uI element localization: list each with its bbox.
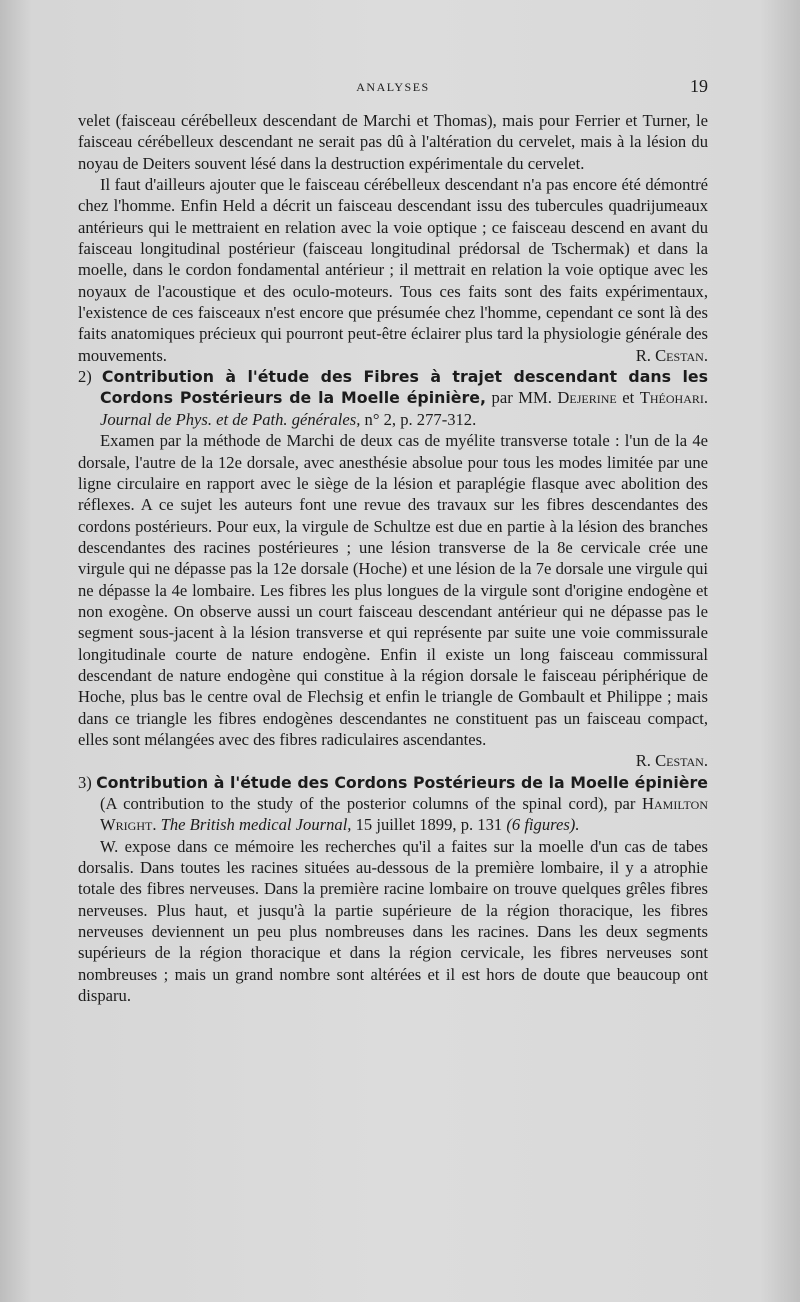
article-title: Contribution à l'étude des Fibres à trajet descendant dans les Cordons Postérieurs de la Moelle épinière,	[100, 367, 708, 408]
article-number: 2)	[78, 367, 92, 387]
journal-name: The British medical Journal,	[160, 815, 352, 835]
paragraph: W. expose dans ce mémoire les recherches qu'il a faites sur la moelle d'un cas de tabes dorsalis. Dans toutes les racines situées au-dessous de la première lombaire, il y a atrophie totale des fibres nerveuses. Dans la première racine lombaire on trouve quelques grêles fibres nerveuses. Plus haut, et jusqu'à la partie supérieure de la région thoracique, les fibres nerveuses deviennent un peu plus nombreuses dans les racines. Dans les deux segments supérieurs de la région thoracique et dans la région cervicale, les fibres nerveuses sont nombreuses ; mais un grand nombre sont altérées et il est hors de doute que beaucoup ont disparu.	[78, 836, 708, 1006]
author: Théohari.	[639, 388, 709, 408]
paragraph: Il faut d'ailleurs ajouter que le faisceau cérébelleux descendant n'a pas encore été démontré chez l'homme. Enfin Held a décrit un faisceau descendant issu des tubercules quadrijumeaux antérieurs qui le mettraient en relation avec la voie optique ; ce faisceau descend en avant du faisceau longitudinal postérieur (faisceau longitudinal prédorsal de Tschermak) et dans la moelle, dans le cordon fondamental antérieur ; il mettrait en relation la voie optique avec les noyaux de l'acoustique et des oculo-moteurs. Tous ces faits sont des faits expérimentaux, l'existence de ces faisceaux n'est encore que présumée chez l'homme, cependant ce sont là des faits anatomiques précieux qui pourront peut-être éclairer plus tard la physiologie générale des mouvements.	[78, 175, 708, 365]
author: Dejerine	[557, 388, 617, 408]
journal-reference: 15 juillet 1899, p. 131	[355, 815, 503, 835]
article-number: 3)	[78, 772, 92, 792]
paragraph-continued: velet (faisceau cérébelleux descendant de Marchi et Thomas), mais pour Ferrier et Turner, le faisceau cérébelleux descendant ne serait pas dû à l'altération du cervelet, mais à la lésion du noyau de Deiters souvent lésé dans la destruction expérimentale du cervelet.	[78, 111, 708, 173]
article-heading: 2) Contribution à l'étude des Fibres à trajet descendant dans les Cordons Postérieurs de la Moelle épinière, par MM. Dejerine et Théohari. Journal de Phys. et de Path. générales, n° 2, p. 277-312.	[78, 367, 709, 429]
english-title: (A contribution to the study of the posterior columns of the spinal cord), par	[100, 794, 636, 813]
article-title: Contribution à l'étude des Cordons Postérieurs de la Moelle épinière	[96, 772, 708, 792]
author: Hamilton Wright.	[100, 794, 708, 835]
journal-name: Journal de Phys. et de Path. générales,	[100, 409, 361, 429]
article-heading	[78, 772, 708, 836]
running-title: ANALYSES	[356, 80, 430, 94]
journal-reference: n° 2, p. 277-312.	[364, 409, 477, 429]
page-header	[78, 76, 708, 100]
page-number: 19	[690, 76, 708, 96]
body-text	[78, 110, 708, 1006]
figure-count: (6 figures).	[506, 815, 580, 835]
signature: R. Cestan.	[635, 751, 708, 771]
paragraph: Examen par la méthode de Marchi de deux cas de myélite transverse totale : l'un de la 4e dorsale, l'autre de la 12e dorsale, avec anesthésie absolue pour tous les modes limitée par une ligne circulaire en rapport avec le siège de la lésion et paraplégie flasque avec abolition des réflexes. A ce sujet les auteurs font une revue des travaux sur les fibres descendantes des cordons postérieurs. Pour eux, la virgule de Schultze est due en partie à la lésion des branches descendantes des racines postérieures ; une lésion transverse de la 8e cervicale crée une virgule qui ne dépasse pas la 12e dorsale (Hoche) et une lésion de la 7e dorsale une virgule qui ne dépasse la 4e lombaire. Les fibres les plus longues de la virgule sont d'origine endogène et non exogène. On observe aussi un court faisceau descendant antérieur qui ne dépasse pas le segment sous-jacent à la lésion transverse et qui représente par suite une voie commissurale longitudinale courte de nature endogène. Enfin il existe un long faisceau commissural descendant de nature endogène qui constitue à la région dorsale le faisceau périphérique de Hoche, plus bas le centre oval de Flechsig et enfin le triangle de Gombault et Philippe ; mais dans ce triangle les fibres endogènes descendantes ne constituent pas un faisceau compact, elles sont mélangées avec des fibres radiculaires ascendantes.	[78, 431, 708, 749]
signature: R. Cestan.	[635, 345, 708, 365]
